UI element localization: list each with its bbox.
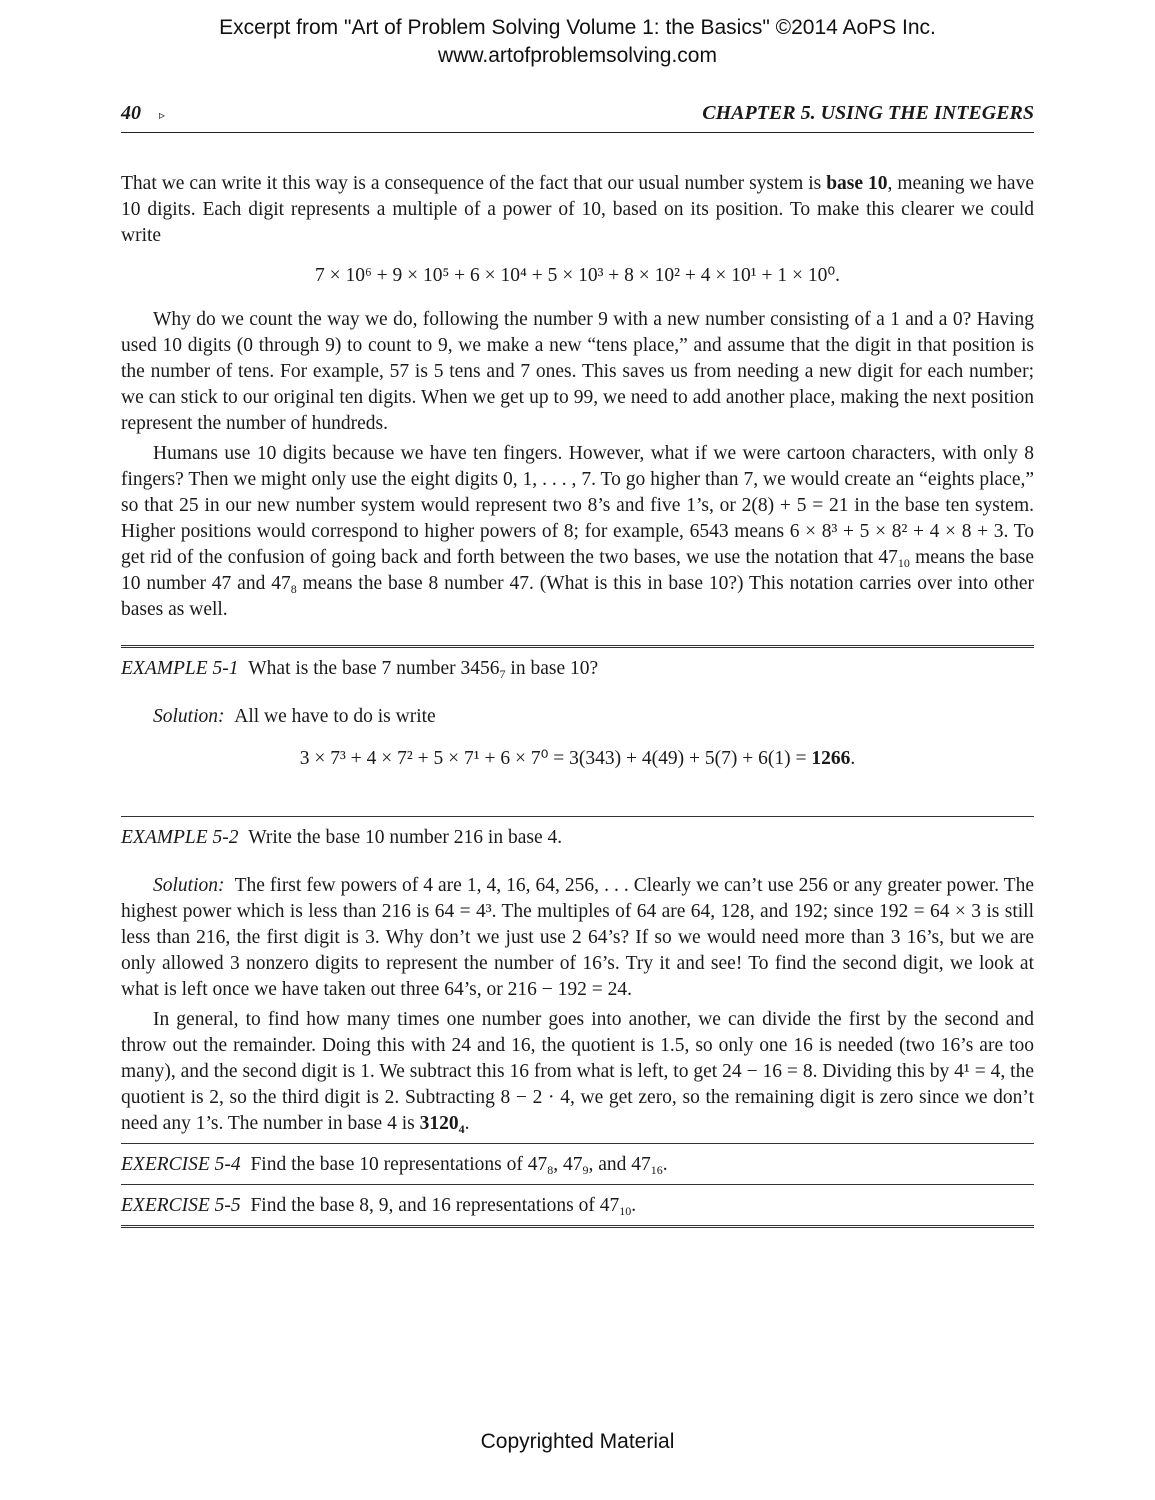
example-5-1-solution [121, 704, 1034, 730]
equation-base10-expansion: 7 × 10⁶ + 9 × 10⁵ + 6 × 10⁴ + 5 × 10³ + 8 × 10² + 4 × 10¹ + 1 × 10⁰. [314, 265, 841, 286]
page-number: 40 [121, 102, 141, 124]
subscript: 8 [290, 582, 297, 596]
chapter-title: CHAPTER 5. USING THE INTEGERS [702, 102, 1034, 124]
excerpt-title: Excerpt from "Art of Problem Solving Volume 1: the Basics" ©2014 AoPS Inc. [219, 16, 936, 39]
intro-p1-text: That we can write it this way is a consequence of the fact that our usual number system is [121, 173, 827, 194]
subscript: 4 [458, 1122, 465, 1136]
copyright-footer: Copyrighted Material [480, 1430, 675, 1453]
subscript: 16 [650, 1163, 663, 1177]
example-label: EXAMPLE 5-2 [121, 827, 239, 848]
exercise-text: , and 47 [588, 1154, 651, 1175]
divider-double [121, 1225, 1034, 1228]
example-question-end: in base 10? [505, 658, 599, 679]
intro-paragraph-1 [121, 171, 1034, 249]
exercise-text: Find the base 10 representations of 47 [250, 1154, 548, 1175]
intro-p1-text-2: , meaning we have 10 digits. Each digit represents a multiple of a power of 10, based on its position. To make this clearer we could write [121, 173, 1034, 246]
equation-end: . [850, 748, 856, 769]
excerpt-url: www.artofproblemsolving.com [438, 44, 717, 67]
running-head [121, 100, 1034, 133]
equation-base7-conversion [121, 746, 1034, 772]
example-question: Write the base 10 number 216 in base 4. [248, 827, 563, 848]
exercise-text: . [631, 1195, 637, 1216]
book-page [121, 100, 1034, 1228]
example-5-2-paragraph-2 [121, 1007, 1034, 1137]
exercise-label: EXERCISE 5-4 [121, 1154, 241, 1175]
subscript: 8 [547, 1163, 554, 1177]
exercise-5-5 [121, 1185, 1034, 1225]
intro-paragraph-3 [121, 441, 1034, 623]
triangle-marker-icon: ▹ [159, 108, 166, 122]
answer-base4 [420, 1113, 465, 1134]
exercise-text: Find the base 8, 9, and 16 representations of 47 [250, 1195, 620, 1216]
intro-p3-text-2: means the base 10 number 47 and 47 [121, 547, 1034, 594]
intro-paragraph-2: Why do we count the way we do, following the number 9 with a new number consisting of a 1 and a 0? Having used 10 digits (0 through 9) to count to 9, we make a new “tens place,” and assume that the digit in that position is the number of tens. For example, 57 is 5 tens and 7 ones. This saves us from needing a new digit for each number; we can stick to our original ten digits. When we get up to 99, we need to add another place, making the next position represent the number of hundreds. [121, 309, 1034, 434]
paragraph-text: In general, to find how many times one number goes into another, we can divide the first by the second and throw out the remainder. Doing this with 24 and 16, the quotient is 1.5, so only one 16 is needed (two 16’s are too many), and the second digit is 1. We subtract this 16 from what is left, to get 24 − 16 = 8. Dividing this by 4¹ = 4, the quotient is 2, so the third digit is 2. Subtracting 8 − 2 · 4, we get zero, so the remaining digit is zero since we don’t need any 1’s. The number in base 4 is [121, 1009, 1034, 1134]
page-number-group [121, 100, 165, 128]
intro-p3-text: Humans use 10 digits because we have ten fingers. However, what if we were cartoon characters, with only 8 fingers? Then we might only use the eight digits 0, 1, . . . , 7. To go higher than 7, we would create an “eights place,” so that 25 in our new number system would represent two 8’s and five 1’s, or 2(8) + 5 = 21 in the base ten system. Higher positions would correspond to higher powers of 8; for example, 6543 means 6 × 8³ + 5 × 8² + 4 × 8 + 3. To get rid of the confusion of going back and forth between the two bases, we use the notation that 47 [121, 443, 1034, 568]
exercise-text: , 47 [553, 1154, 583, 1175]
solution-label: Solution: [153, 875, 225, 896]
example-5-1 [121, 648, 1034, 688]
solution-text: The first few powers of 4 are 1, 4, 16, 64, 256, . . . Clearly we can’t use 256 or any greater power. The highest power which is less than 216 is 64 = 4³. The multiples of 64 are 64, 128, and 192; since 192 = 64 × 3 is still less than 216, the first digit is 3. Why don’t we just use 2 64’s? If so we would need more than 3 16’s, but we are only allowed 3 nonzero digits to represent the number of 16’s. Try it and see! To find the second digit, we look at what is left once we have taken out three 64’s, or 216 − 192 = 24. [121, 875, 1035, 1000]
exercise-5-4 [121, 1144, 1034, 1184]
subscript: 7 [499, 667, 506, 681]
excerpt-header [0, 14, 1155, 70]
subscript: 10 [619, 1204, 632, 1218]
intro-p1-bold: base 10 [826, 173, 888, 194]
answer-digits: 3120 [419, 1113, 459, 1134]
subscript: 9 [582, 1163, 589, 1177]
example-label: EXAMPLE 5-1 [121, 658, 239, 679]
solution-text: All we have to do is write [234, 706, 436, 727]
intro-p3-text-3: means the base 8 number 47. (What is this in base 10?) This notation carries over into other bases as well. [121, 573, 1034, 620]
example-5-2-solution [121, 873, 1034, 1003]
equation-text: 3 × 7³ + 4 × 7² + 5 × 7¹ + 6 × 7⁰ = 3(343) + 4(49) + 5(7) + 6(1) = [299, 748, 812, 769]
subscript: 10 [897, 556, 910, 570]
example-5-2 [121, 817, 1034, 857]
equation-answer: 1266 [811, 748, 851, 769]
solution-label: Solution: [153, 706, 225, 727]
exercise-text: . [662, 1154, 668, 1175]
paragraph-end: . [464, 1113, 470, 1134]
exercise-label: EXERCISE 5-5 [121, 1195, 241, 1216]
example-question: What is the base 7 number 3456 [248, 658, 500, 679]
